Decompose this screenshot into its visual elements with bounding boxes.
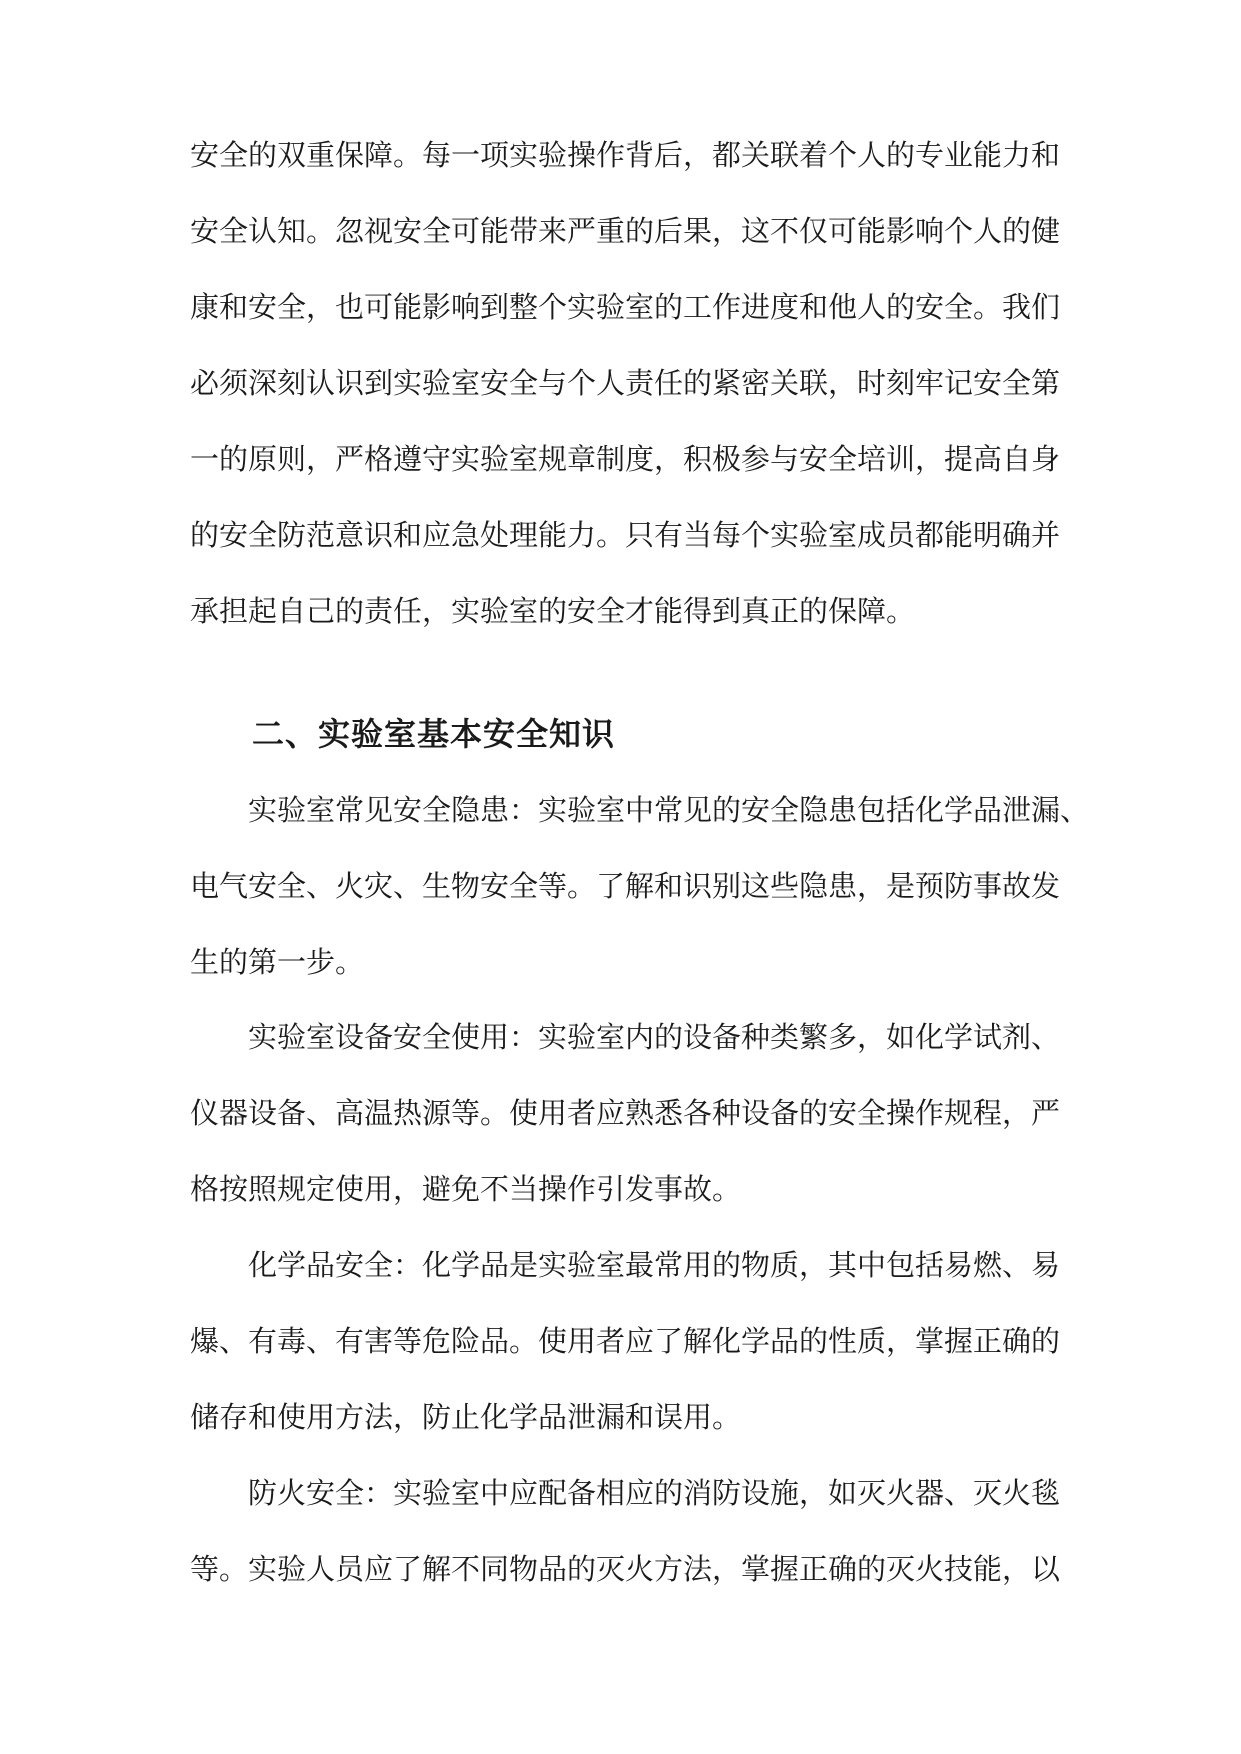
text-line: 电气安全、火灾、生物安全等。了解和识别这些隐患，是预防事故发 bbox=[190, 869, 1061, 903]
text-line: 化学品安全：化学品是实验室最常用的物质，其中包括易燃、易 bbox=[248, 1248, 1061, 1282]
text-line: 等。实验人员应了解不同物品的灭火方法，掌握正确的灭火技能，以 bbox=[190, 1552, 1061, 1586]
text-line: 安全认知。忽视安全可能带来严重的后果，这不仅可能影响个人的健 bbox=[190, 214, 1061, 248]
text-line: 的安全防范意识和应急处理能力。只有当每个实验室成员都能明确并 bbox=[190, 518, 1061, 552]
text-line: 承担起自己的责任，实验室的安全才能得到真正的保障。 bbox=[190, 594, 916, 628]
text-line: 仪器设备、高温热源等。使用者应熟悉各种设备的安全操作规程，严 bbox=[190, 1096, 1061, 1130]
text-line: 必须深刻认识到实验室安全与个人责任的紧密关联，时刻牢记安全第 bbox=[190, 366, 1061, 400]
text-line: 实验室设备安全使用：实验室内的设备种类繁多，如化学试剂、 bbox=[248, 1020, 1061, 1054]
text-line: 储存和使用方法，防止化学品泄漏和误用。 bbox=[190, 1400, 742, 1434]
text-line: 康和安全，也可能影响到整个实验室的工作进度和他人的安全。我们 bbox=[190, 290, 1061, 324]
text-line: 安全的双重保障。每一项实验操作背后，都关联着个人的专业能力和 bbox=[190, 138, 1061, 172]
text-line: 一的原则，严格遵守实验室规章制度，积极参与安全培训，提高自身 bbox=[190, 442, 1061, 476]
text-line: 格按照规定使用，避免不当操作引发事故。 bbox=[190, 1172, 742, 1206]
text-line: 防火安全：实验室中应配备相应的消防设施，如灭火器、灭火毯 bbox=[248, 1476, 1061, 1510]
text-line: 爆、有毒、有害等危险品。使用者应了解化学品的性质，掌握正确的 bbox=[190, 1324, 1061, 1358]
text-line: 实验室常见安全隐患：实验室中常见的安全隐患包括化学品泄漏、 bbox=[248, 793, 1090, 827]
section-heading: 二、实验室基本安全知识 bbox=[252, 715, 616, 753]
text-line: 生的第一步。 bbox=[190, 945, 365, 979]
